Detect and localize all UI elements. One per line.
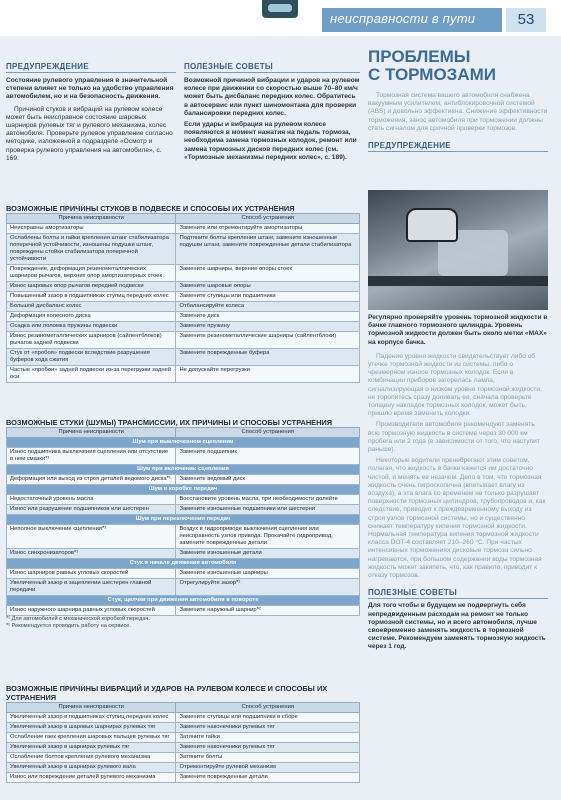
table-row [7,475,360,485]
cause-cell: Недостаточный уровень масла [7,495,176,505]
remedy-cell: Подтяните болты крепления штанг, замените изношенные подушки штанг, замените поврежденные детали стабилизатора [176,234,360,265]
table-row [7,505,360,515]
brakes-tips-text: Для того чтобы в будущем не подвергнуть себя непредвиденным расходам на ремонт не только тормозной системы, но и всего автомобиля, лучше своевременно заменять жидкость в тормозной системе. Рекомендуем заменять тормозную жидкость через 1 год. [368,602,546,651]
group-row [7,559,360,569]
remedy-cell: Замените изношенные подшипники или шестерни [176,505,360,515]
column-header: Причина неисправности [7,428,176,438]
group-row [7,438,360,448]
cause-cell: Повышенный зазор в подшипниках ступиц передних колес [7,292,176,302]
remedy-cell: Затяните гайки [176,733,360,743]
left-warning-block [6,62,176,163]
cause-cell: Ослаблены болты и гайки крепления штанг стабилизатора поперечной устойчивости, изношены подушки штанг, повреждены стойки стабилизатора поперечной устойчивости [7,234,176,265]
brakes-warning-heading: ПРЕДУПРЕЖДЕНИЕ [368,141,548,152]
remedy-cell: Замените подшипник [176,448,360,465]
brakes-body [368,314,548,652]
table-row [7,312,360,322]
cause-cell: Неполное выключение сцепления*¹ [7,525,176,549]
brake-fluid-reservoir-photo [368,190,548,310]
reservoir-cap [406,208,458,242]
brand-logo [262,0,298,18]
warning-heading: ПРЕДУПРЕЖДЕНИЕ [6,62,176,73]
steering-vibration-table-block [6,684,360,783]
cause-cell: Деформация колесного диска [7,312,176,322]
group-row [7,515,360,525]
warning-text: Состояние рулевого управления в значительной степени влияет не только на удобство управления автомобилем, но и на безопасность движения. [6,77,174,101]
remedy-cell: Затяните болты [176,753,360,763]
table-title: ВОЗМОЖНЫЕ СТУКИ (ШУМЫ) ТРАНСМИССИИ, ИХ ПРИЧИНЫ И СПОСОБЫ УСТРАНЕНИЯ [6,418,333,427]
brakes-title-line1: ПРОБЛЕМЫ [368,47,471,66]
cause-cell: Износ синхронизаторов*¹ [7,549,176,559]
cause-cell: Износ или разрушение подшипников или шестерен [7,505,176,515]
table-row [7,495,360,505]
remedy-cell: Замените шарниры, верхние опоры стоек [176,265,360,282]
table-row [7,292,360,302]
column-header: Способ устранения [176,428,360,438]
cause-cell: Частые «пробои» задней подвески из-за перегрузки задней оси [7,366,176,383]
table-title: ВОЗМОЖНЫЕ ПРИЧИНЫ СТУКОВ В ПОДВЕСКЕ И СПОСОБЫ ИХ УСТРАНЕНИЯ [6,204,295,213]
cause-cell: Повреждение, деформация резинометаллических шарниров рычагов, верхних опор амортизаторных стоек [7,265,176,282]
table-row [7,579,360,596]
tips-heading: ПОЛЕЗНЫЕ СОВЕТЫ [184,62,360,73]
remedy-cell: Замените или отремонтируйте амортизаторы [176,224,360,234]
footnote: *² Рекомендуется проводить работу на сервисе. [6,623,131,629]
table-row [7,753,360,763]
cause-cell: Увеличенный зазор в шарнирах рулевого вала [7,763,176,773]
group-label: Шум при выключенном сцеплении [7,438,360,448]
remedy-cell: Замените ступицы или подшипники в сборе [176,713,360,723]
remedy-cell: Не допускайте перегрузки [176,366,360,383]
cause-cell: Ослабление болтов крепления рулевого механизма [7,753,176,763]
remedy-cell: Замените поврежденные буфера [176,349,360,366]
remedy-cell: Воздух в гидроприводе выключения сцепления или неисправность узлов привода. Прокачайте гидропривод, замените поврежденные детали [176,525,360,549]
remedy-cell: Замените наконечники рулевых тяг [176,723,360,733]
suspension-knocks-table-block [6,204,360,383]
knock-causes-text: Причиной стуков и вибраций на рулевом колесе может быть неисправное состояние шаровых шарниров рулевых тяг и рулевого механизма, колес автомобиля. Проверьте рулевое управление согласно методике, изложенной в подразделе «Осмотр и проверка рулевого управления на автомобиле», с. 169. [6,105,173,162]
remedy-cell: Замените наружный шарнир*² [176,606,360,616]
table-row [7,606,360,616]
table-row [7,302,360,312]
column-header: Причина неисправности [7,703,176,713]
remedy-cell: Замените ведомый диск [176,475,360,485]
cause-cell: Износ подшипника выключения сцепления или отсутствие в нем смазки*¹ [7,448,176,465]
cause-cell: Износ резинометаллических шарниров (сайлентблоков) рычагов задней подвески [7,332,176,349]
remedy-cell: Замените ступицы или подшипники [176,292,360,302]
table-row [7,733,360,743]
section-title: неисправности в пути [330,11,476,26]
transmission-noise-table-block [6,418,360,630]
group-label: Шум при включении сцепления [7,465,360,475]
table-row [7,773,360,783]
cause-cell: Большой дисбаланс колес [7,302,176,312]
column-header: Способ устранения [176,703,360,713]
suspension-knocks-table [6,213,360,383]
cause-cell: Стук от «пробоя» подвески вследствие разрушения буферов хода сжатия [7,349,176,366]
brakes-para-1: Падение уровня жидкости свидетельствует либо об утечке тормозной жидкости из системы, либо о чрезмерном износе тормозных колодок. Если в комбинации приборов загорелась лампа, сигнализирующая о низком уровне тормозной жидкости, не торопитесь сразу доливать ее, сначала проверьте толщину накладок тормозных колодок, может быть, пришло время заменить колодки. [368,352,542,418]
remedy-cell: Замените изношенные детали [176,549,360,559]
table-row [7,723,360,733]
remedy-cell: Восстановите уровень масла, при необходимости долейте [176,495,360,505]
table-row [7,322,360,332]
hose-shape [368,276,548,286]
page-header [0,0,561,36]
column-header: Способ устранения [176,214,360,224]
cause-cell: Износ или повреждение деталей рулевого механизма [7,773,176,783]
cause-cell: Осадка или поломка пружины подвески [7,322,176,332]
group-label: Шум в коробке передач [7,485,360,495]
photo-caption: Регулярно проверяйте уровень тормозной жидкости в бачке главного тормозного цилиндра. Уровень тормозной жидкости должен быть около метки «MAX» на корпусе бачка. [368,314,548,346]
brakes-para-2: Производители автомобиля рекомендуют заменять всю тормозную жидкость в системе через 30 000 км пробега или 2 года (в зависимости от того, что наступит раньше). [368,421,540,454]
table-row [7,743,360,753]
cause-cell: Износ наружного шарнира равных угловых скоростей [7,606,176,616]
brakes-para-3: Некоторые водители пренебрегают этим советом, полагая, что жидкость в бачке кажется им достаточно чистой, и менять ее незачем. Дело в том, что тормозная жидкость очень гигроскопична (впитывает влагу из воздуха), а эта влага со временем не только разрушает поверхности тормозных цилиндров, трубопроводов и, как следствие, приводит к преждевременному выходу из строя узлов тормозной системы, но и существенно снижает температуру кипения тормозной жидкости. Нормальная температура кипения тормозной жидкости класса DOT-4 составляет 210–260 °C. При частых интенсивных торможениях дисковые тормоза сильно нагреваются, при большом содержании воды тормозная жидкость может закипеть, что, как правило, приводит к отказу тормозов. [368,457,546,580]
cause-cell: Увеличенный зазор в шарнирах рулевых тяг [7,743,176,753]
table-row [7,234,360,265]
cause-cell: Ослабление гаек крепления шаровых пальцев рулевых тяг [7,733,176,743]
group-label: Стук в начале движения автомобиля [7,559,360,569]
group-label: Шум при переключении передач [7,515,360,525]
table-row [7,349,360,366]
column-header: Причина неисправности [7,214,176,224]
brakes-section [368,48,548,152]
cause-cell: Увеличенный зазор в шаровых шарнирах рулевых тяг [7,723,176,733]
group-row [7,465,360,475]
group-row [7,485,360,495]
group-label: Стук, щелчки при движении автомобиля в повороте [7,596,360,606]
remedy-cell: Замените пружину [176,322,360,332]
table-row [7,763,360,773]
table-row [7,265,360,282]
brakes-intro: Тормозная система вашего автомобиля снабжена вакуумным усилителем, антиблокировочной системой (ABS) и довольно эффективна. Снижение эффективности торможения, занос автомобиля при торможении должны стать сигналом для срочной проверки тормозов. [368,92,548,132]
remedy-cell: Отрегулируйте зазор*² [176,579,360,596]
remedy-cell: Замените поврежденные детали [176,773,360,783]
table-row [7,366,360,383]
remedy-cell: Отремонтируйте рулевой механизм [176,763,360,773]
cause-cell: Увеличенный зазор в зацеплении шестерен главной передачи [7,579,176,596]
table-row [7,569,360,579]
tips-text-2: Если удары и вибрация на рулевом колесе появляются в момент нажатия на педаль тормоза, необходима замена тормозных колодок, ремонт или замена тормозных дисков передних колес (см. «Тормозные механизмы передних колес», с. 189). [184,121,357,161]
cause-cell: Износ шарниров равных угловых скоростей [7,569,176,579]
tips-block [184,62,360,162]
table-row [7,713,360,723]
cause-cell: Износ шаровых опор рычагов передней подвески [7,282,176,292]
table-row [7,224,360,234]
tips-text-1: Возможной причиной вибрации и ударов на рулевом колесе при движении со скоростью выше 70–80 км/ч может быть дисбаланс передних колес. Обратитесь в автосервис или пункт шиномонтажа для проверки балансировки передних колес. [184,77,360,117]
brakes-tips-heading: ПОЛЕЗНЫЕ СОВЕТЫ [368,588,548,599]
remedy-cell: Замените диск [176,312,360,322]
page-number: 53 [506,8,546,32]
remedy-cell: Отбалансируйте колеса [176,302,360,312]
remedy-cell: Замените изношенные шарниры [176,569,360,579]
remedy-cell: Замените резинометаллические шарниры (сайлентблоки) [176,332,360,349]
brakes-title-line2: С ТОРМОЗАМИ [368,65,496,84]
table-row [7,282,360,292]
table-row [7,525,360,549]
cause-cell: Деформация или выход из строя деталей ведомого диска*¹ [7,475,176,485]
cause-cell: Неисправны амортизаторы [7,224,176,234]
table-title: ВОЗМОЖНЫЕ ПРИЧИНЫ ВИБРАЦИЙ И УДАРОВ НА РУЛЕВОМ КОЛЕСЕ И СПОСОБЫ ИХ УСТРАНЕНИЯ [6,684,328,702]
transmission-noise-table [6,427,360,616]
table-row [7,549,360,559]
cause-cell: Увеличенный зазор в подшипниках ступиц передних колес [7,713,176,723]
remedy-cell: Замените наконечники рулевых тяг [176,743,360,753]
steering-vibration-table [6,702,360,783]
table-row [7,332,360,349]
table-row [7,448,360,465]
group-row [7,596,360,606]
remedy-cell: Замените шаровые опоры [176,282,360,292]
footnote: *¹ Для автомобилей с механической коробкой передач. [6,616,150,622]
